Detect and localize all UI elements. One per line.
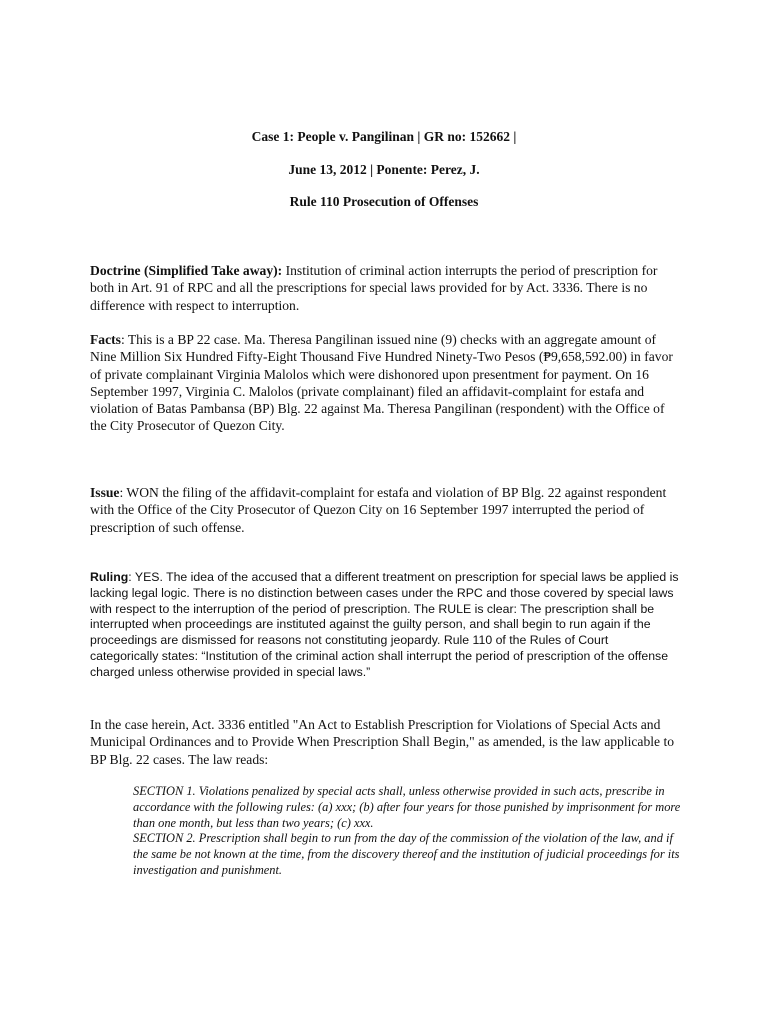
doctrine-paragraph [90,262,680,314]
law-section-1: SECTION 1. Violations penalized by special acts shall, unless otherwise provided in such acts, prescribe in accordance with the following rules: (a) xxx; (b) after four years for those punished by imprisonment for more than one month, but less than two years; (c) xxx. [133,784,681,830]
doctrine-text: Institution of criminal action interrupts the period of prescription for both in Art. 91 of RPC and all the prescriptions for special laws provided for by Act. 3336. There is no difference with respect to interruption. [90,263,658,313]
doctrine-label: Doctrine (Simplified Take away): [90,263,283,278]
ruling-label: Ruling [90,570,129,584]
law-quote-block [133,784,681,879]
facts-label: Facts [90,332,121,347]
case-herein-paragraph: In the case herein, Act. 3336 entitled "An Act to Establish Prescription for Violations of Special Acts and Municipal Ordinances and to Provide When Prescription Shall Begin," as amended, is the law applicable to BP Blg. 22 cases. The law reads: [90,717,675,767]
ruling-text: : YES. The idea of the accused that a different treatment on prescription for special laws be applied is lacking legal logic. There is no distinction between cases under the RPC and those covered by special laws with respect to the interruption of the period of prescription. The RULE is clear: The prescription shall be interrupted when proceedings are instituted against the guilty person, and shall begin to run again if the proceedings are dismissed for reasons not constituting jeopardy. Rule 110 of the Rules of Court categorically states: “Institution of the criminal action shall interrupt the period of prescription of the offense charged unless otherwise provided in special laws.” [90,570,679,679]
facts-text: : This is a BP 22 case. Ma. Theresa Pangilinan issued nine (9) checks with an aggregate amount of Nine Million Six Hundred Fifty-Eight Thousand Five Hundred Ninety-Two Pesos (₱9,658,592.00) in favor of private complainant Virginia Malolos which were dishonored upon presentment for payment. On 16 September 1997, Virginia C. Malolos (private complainant) filed an affidavit-complaint for estafa and violation of Batas Pambansa (BP) Blg. 22 against Ma. Theresa Pangilinan (respondent) with the Office of the City Prosecutor of Quezon City. [90,332,673,434]
facts-paragraph [90,331,680,435]
case-title: Case 1: People v. Pangilinan | GR no: 152662 | [251,129,517,144]
law-section-2: SECTION 2. Prescription shall begin to run from the day of the commission of the violation of the law, and if the same be not known at the time, from the discovery thereof and the institution of judicial proceedings for its investigation and punishment. [133,831,680,877]
issue-label: Issue [90,485,120,500]
case-date-ponente: June 13, 2012 | Ponente: Perez, J. [288,162,480,177]
ruling-paragraph [90,570,680,681]
case-rule: Rule 110 Prosecution of Offenses [289,194,479,209]
issue-text: : WON the filing of the affidavit-complaint for estafa and violation of BP Blg. 22 against respondent with the Office of the City Prosecutor of Quezon City on 16 September 1997 interrupted the period of prescription of such offense. [90,485,667,535]
issue-paragraph [90,484,680,536]
